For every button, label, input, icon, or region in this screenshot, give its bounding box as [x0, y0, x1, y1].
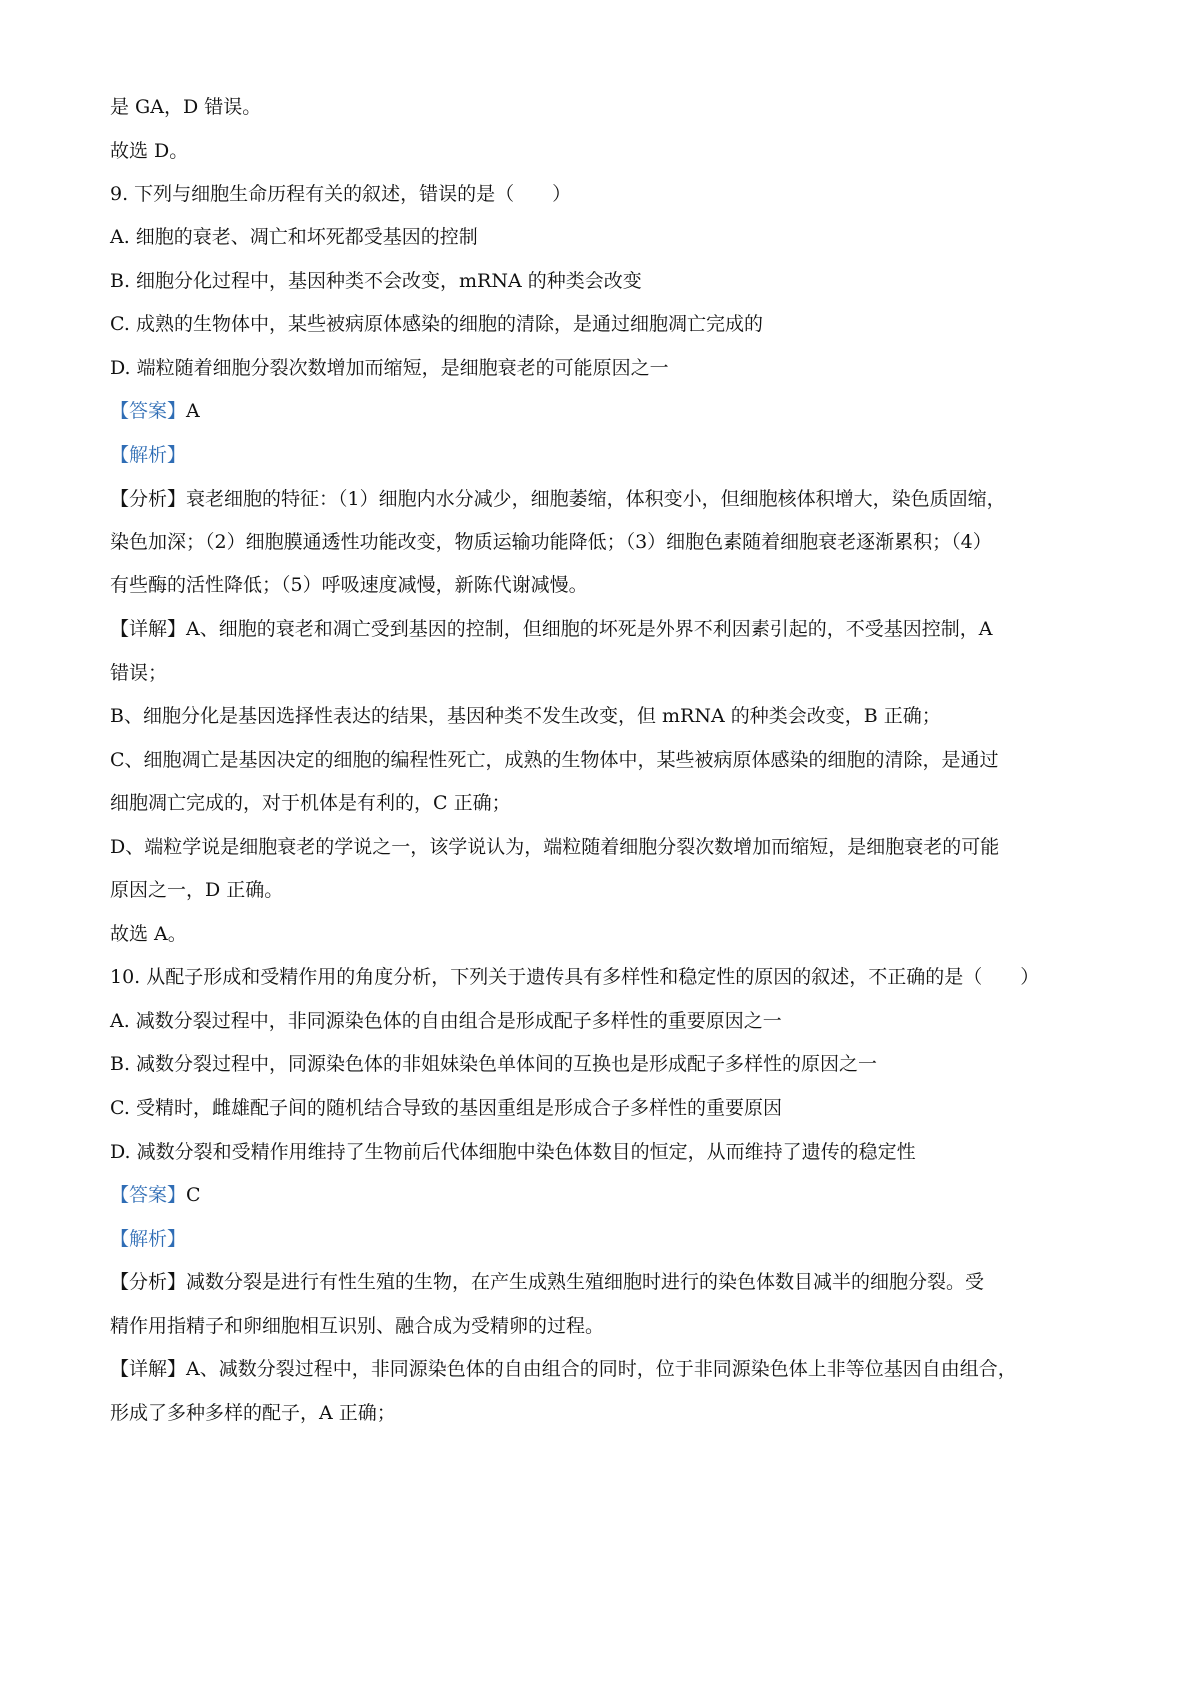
text-line: 细胞凋亡完成的，对于机体是有利的，C 正确；	[110, 792, 511, 814]
analysis-tag: 【分析】	[110, 1271, 187, 1293]
option-d: D. 减数分裂和受精作用维持了生物前后代体细胞中染色体数目的恒定，从而维持了遗传的稳定性	[110, 1141, 916, 1163]
option-c: C. 成熟的生物体中，某些被病原体感染的细胞的清除，是通过细胞凋亡完成的	[110, 313, 763, 335]
explanation-tag: 【解析】	[110, 1228, 187, 1250]
answer-line: 【答案】A	[110, 400, 200, 422]
analysis-tag: 【分析】	[110, 488, 187, 510]
option-b: B. 细胞分化过程中，基因种类不会改变，mRNA 的种类会改变	[110, 270, 642, 292]
option-a: A. 细胞的衰老、凋亡和坏死都受基因的控制	[110, 226, 478, 248]
text-line: 形成了多种多样的配子，A 正确；	[110, 1402, 396, 1424]
explanation-line	[110, 442, 186, 468]
analysis-line: 【分析】衰老细胞的特征：（1）细胞内水分减少，细胞萎缩，体积变小，但细胞核体积增大，染色质固缩，	[110, 488, 1006, 510]
text-line: D、端粒学说是细胞衰老的学说之一，该学说认为，端粒随着细胞分裂次数增加而缩短，是细胞衰老的可能	[110, 836, 1000, 858]
answer-tag: 【答案】	[110, 1184, 187, 1206]
text-line: 染色加深；（2）细胞膜通透性功能改变，物质运输功能降低；（3）细胞色素随着细胞衰老逐渐累积；（4）	[110, 531, 992, 553]
question-9-stem: 9. 下列与细胞生命历程有关的叙述，错误的是（ ）	[110, 183, 572, 205]
detail-line: 【详解】A、减数分裂过程中，非同源染色体的自由组合的同时，位于非同源染色体上非等位基因自由组合，	[110, 1358, 1017, 1380]
question-10-stem: 10. 从配子形成和受精作用的角度分析，下列关于遗传具有多样性和稳定性的原因的叙述，不正确的是（ ）	[110, 966, 1040, 988]
text-line: 原因之一，D 正确。	[110, 879, 284, 901]
text-line: 故选 A。	[110, 923, 187, 945]
detail-line: 【详解】A、细胞的衰老和凋亡受到基因的控制，但细胞的坏死是外界不利因素引起的，不受基因控制，A	[110, 618, 993, 640]
option-d: D. 端粒随着细胞分裂次数增加而缩短，是细胞衰老的可能原因之一	[110, 357, 669, 379]
explanation-tag: 【解析】	[110, 444, 187, 466]
detail-tag: 【详解】	[110, 1358, 187, 1380]
text-line: 有些酶的活性降低；（5）呼吸速度减慢，新陈代谢减慢。	[110, 574, 588, 596]
detail-tag: 【详解】	[110, 618, 187, 640]
option-a: A. 减数分裂过程中，非同源染色体的自由组合是形成配子多样性的重要原因之一	[110, 1010, 782, 1032]
text-line: 是 GA，D 错误。	[110, 96, 262, 118]
analysis-line: 【分析】减数分裂是进行有性生殖的生物，在产生成熟生殖细胞时进行的染色体数目减半的细胞分裂。受	[110, 1271, 985, 1293]
text-line: 精作用指精子和卵细胞相互识别、融合成为受精卵的过程。	[110, 1315, 605, 1337]
text-line: B、细胞分化是基因选择性表达的结果，基因种类不发生改变，但 mRNA 的种类会改变，B 正确；	[110, 705, 941, 727]
text-line: C、细胞凋亡是基因决定的细胞的编程性死亡，成熟的生物体中，某些被病原体感染的细胞的清除，是通过	[110, 749, 999, 771]
answer-line: 【答案】C	[110, 1184, 201, 1206]
text-line: 故选 D。	[110, 140, 189, 162]
answer-tag: 【答案】	[110, 400, 187, 422]
option-c: C. 受精时，雌雄配子间的随机结合导致的基因重组是形成合子多样性的重要原因	[110, 1097, 782, 1119]
explanation-line	[110, 1226, 186, 1252]
option-b: B. 减数分裂过程中，同源染色体的非姐妹染色单体间的互换也是形成配子多样性的原因之一	[110, 1053, 878, 1075]
text-line: 错误；	[110, 662, 168, 684]
